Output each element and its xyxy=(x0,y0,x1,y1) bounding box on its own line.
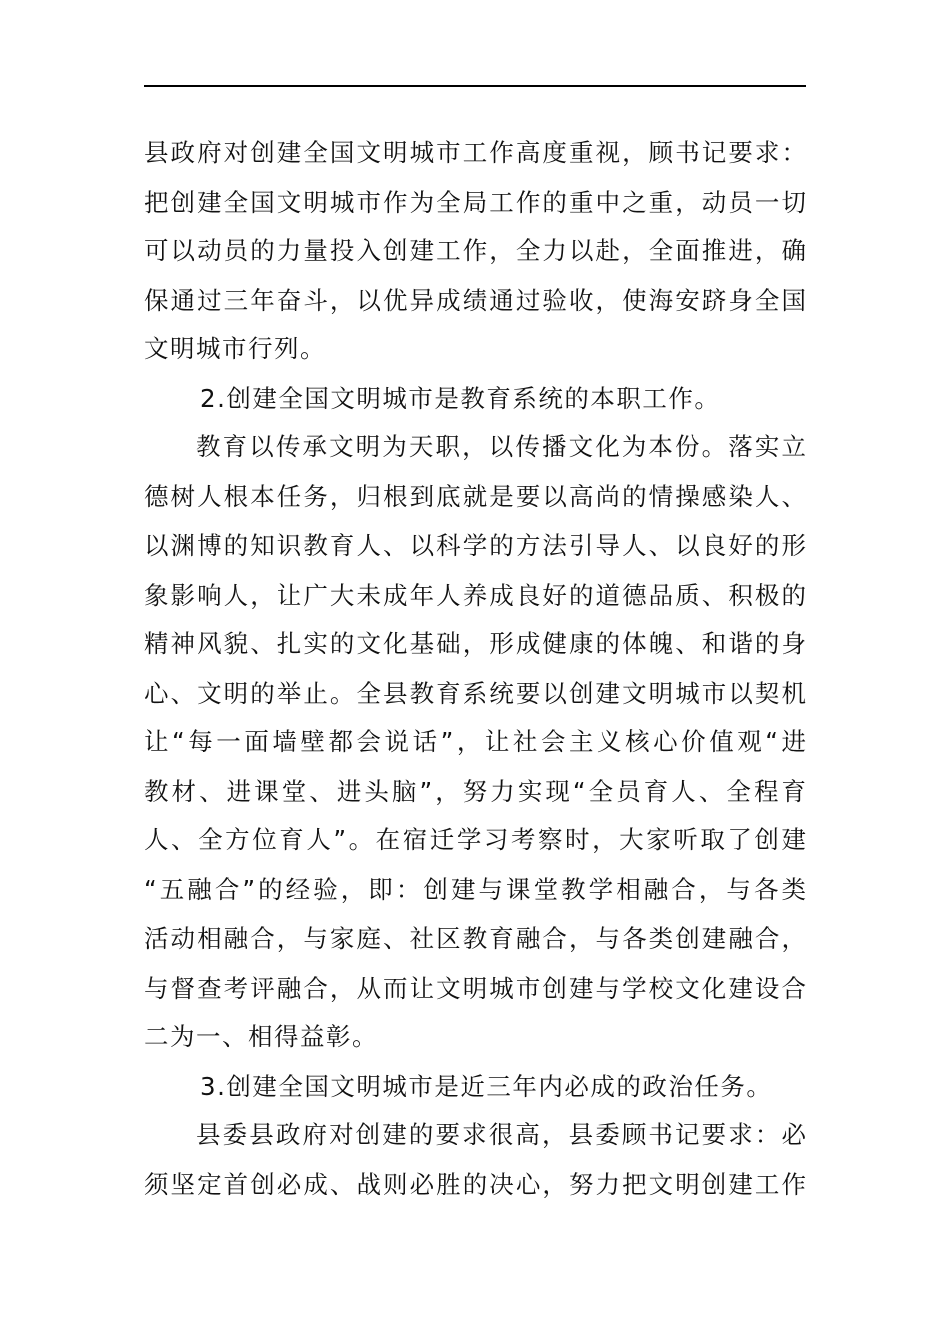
text-line: 二为一、相得益彰。 xyxy=(144,1022,378,1051)
section-heading-2: 2.创建全国文明城市是教育系统的本职工作。 xyxy=(200,384,721,413)
text-line: 精神风貌、扎实的文化基础，形成健康的体魄、和谐的身 xyxy=(144,629,806,658)
text-line: 教材、进课堂、进头脑”，努力实现“全员育人、全程育 xyxy=(144,777,806,806)
text-line: 德树人根本任务，归根到底就是要以高尚的情操感染人、 xyxy=(144,482,806,511)
text-line: “五融合”的经验，即：创建与课堂教学相融合，与各类 xyxy=(144,875,806,904)
text-line: 把创建全国文明城市作为全局工作的重中之重，动员一切 xyxy=(144,188,806,217)
text-line: 活动相融合，与家庭、社区教育融合，与各类创建融合， xyxy=(144,924,806,953)
header-rule xyxy=(144,85,806,87)
text-line: 文明城市行列。 xyxy=(144,334,326,363)
text-line: 须坚定首创必成、战则必胜的决心，努力把文明创建工作 xyxy=(144,1170,806,1199)
text-line: 与督查考评融合，从而让文明城市创建与学校文化建设合 xyxy=(144,974,806,1003)
paragraph-first-line: 教育以传承文明为天职，以传播文化为本份。落实立 xyxy=(196,432,806,461)
text-line: 人、全方位育人”。在宿迁学习考察时，大家听取了创建 xyxy=(144,825,806,854)
text-line: 让“每一面墙壁都会说话”，让社会主义核心价值观“进 xyxy=(144,727,806,756)
text-line: 心、文明的举止。全县教育系统要以创建文明城市以契机 xyxy=(144,679,806,708)
text-line: 可以动员的力量投入创建工作，全力以赴，全面推进，确 xyxy=(144,236,806,265)
section-heading-3: 3.创建全国文明城市是近三年内必成的政治任务。 xyxy=(200,1072,773,1101)
paragraph-first-line: 县委县政府对创建的要求很高，县委顾书记要求：必 xyxy=(196,1120,806,1149)
text-line: 县政府对创建全国文明城市工作高度重视，顾书记要求： xyxy=(144,138,806,167)
text-line: 保通过三年奋斗，以优异成绩通过验收，使海安跻身全国 xyxy=(144,286,806,315)
text-line: 以渊博的知识教育人、以科学的方法引导人、以良好的形 xyxy=(144,531,806,560)
text-line: 象影响人，让广大未成年人养成良好的道德品质、积极的 xyxy=(144,581,806,610)
